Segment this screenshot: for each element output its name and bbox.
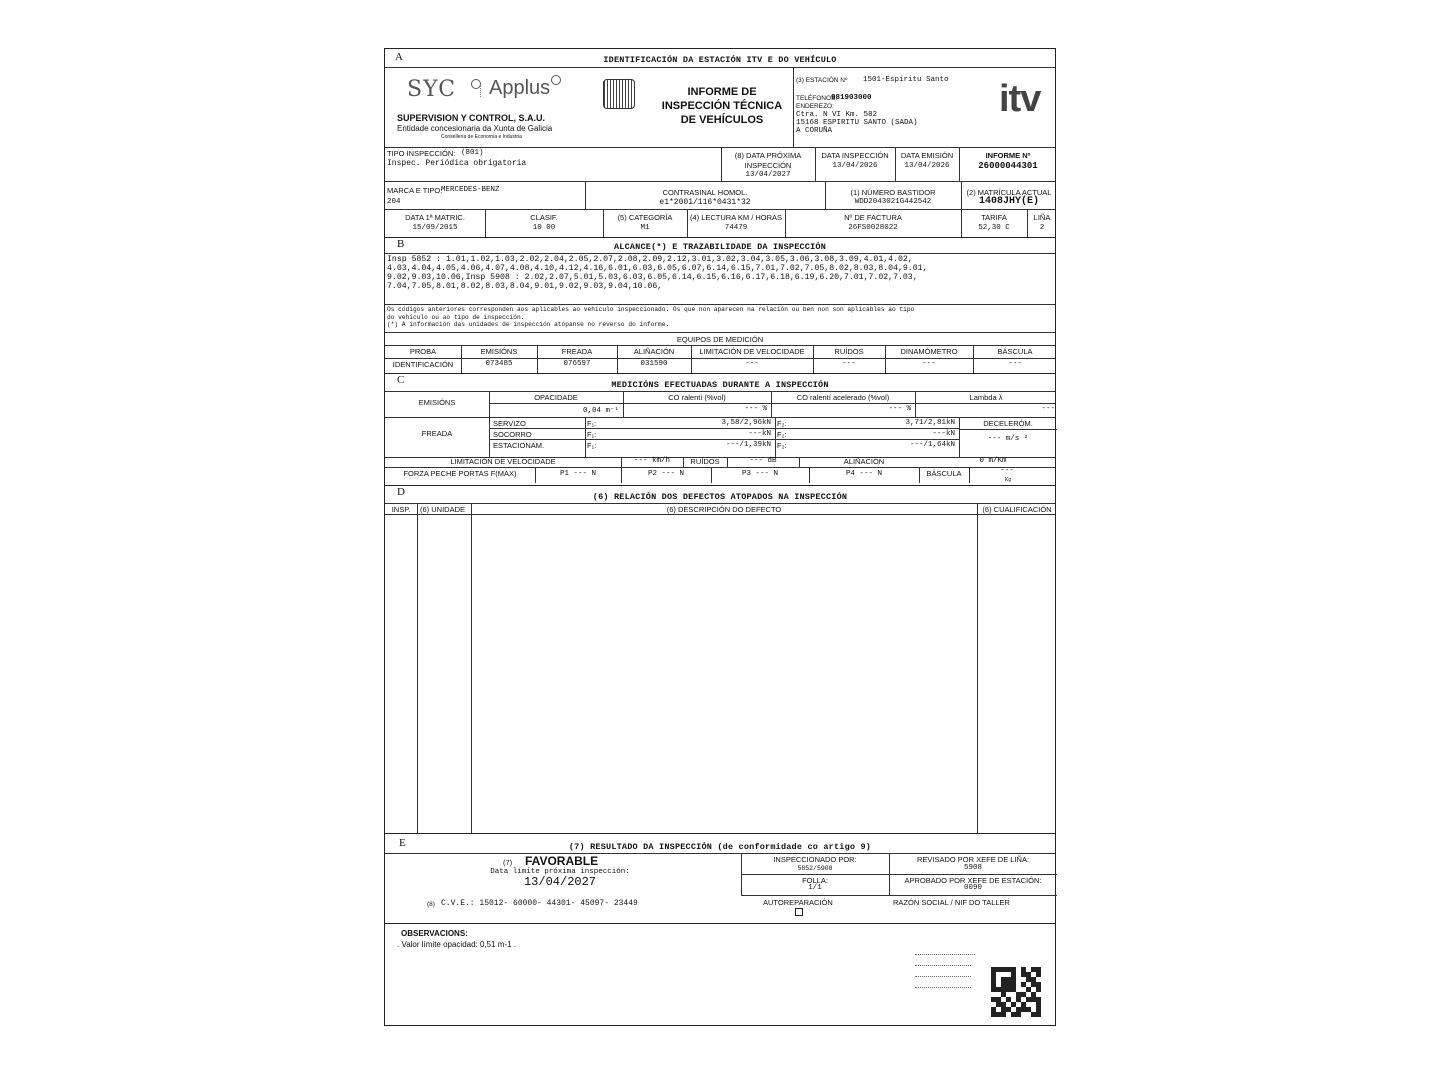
obs-text: . Valor límite opacidad: 0,51 m-1 . [397, 940, 517, 949]
p1-value: P1 --- N [559, 470, 596, 478]
equipos-value: --- [745, 360, 759, 368]
qr-code-icon [991, 967, 1041, 1017]
phones-value: 981903000 [831, 94, 872, 102]
deceler-value: --- m/s ² [987, 435, 1029, 443]
section-d-heading: (6) RELACIÓN DOS DEFECTOS ATOPADOS NA INSPECCIÓN [592, 492, 848, 502]
equipos-col-header: PROBA [409, 347, 437, 356]
lambda-value: --- [1041, 405, 1055, 413]
section-c-heading: MEDICIÓNS EFECTUADAS DURANTE A INSPECCIÓN [611, 380, 829, 390]
informe-label: INFORME Nº [985, 151, 1031, 160]
bascula-label: BÁSCULA [926, 469, 962, 478]
autorep-label: AUTOREPARACIÓN [763, 898, 833, 907]
matricula-value: 1408JHY(E) [978, 196, 1039, 207]
servizo-label: SERVIZO [493, 419, 526, 428]
deceler-label: DECELERÓM. [983, 419, 1033, 428]
data-matric-label: DATA 1ª MATRIC. [405, 213, 465, 222]
aprobado-label: APROBADO POR XEFE DE ESTACIÓN: [904, 876, 1042, 885]
factura-label: Nº DE FACTURA [844, 213, 902, 222]
cve-value: C.V.E.: 15012- 60000- 44301- 45097- 23449 [441, 899, 638, 908]
estacionam-f1-label: F₁: [587, 441, 597, 450]
company-line3: Consellería de Economía e Industria [441, 134, 522, 140]
co-ralenti-label: CO ralentí (%vol) [668, 393, 726, 402]
equipos-value: --- [842, 360, 856, 368]
station-label: (3) ESTACIÓN Nº [796, 77, 848, 84]
limit-date-label: Data límite próxima inspección: [490, 868, 630, 876]
equipos-value: 031590 [640, 360, 668, 368]
data-insp-label: DATA INSPECCIÓN [821, 151, 889, 160]
informe-value: 26000044301 [978, 161, 1038, 171]
inspeccionado-label: INSPECCIONADO POR: [773, 855, 857, 864]
tipo-code: (801) [461, 149, 484, 157]
ruidos-label: RUÍDOS [690, 457, 720, 466]
dotted-line [915, 976, 971, 977]
section-c-letter: C [397, 374, 405, 386]
accreditation-badge-icon [603, 79, 635, 109]
equipos-col-header: RUÍDOS [834, 347, 864, 356]
result-value: FAVORABLE [525, 854, 599, 868]
equipos-value: 073485 [485, 360, 513, 368]
data-matric-value: 15/09/2015 [412, 224, 458, 232]
data-emis-label: DATA EMISIÓN [900, 151, 954, 160]
dotted-line [915, 965, 971, 966]
dotted-line [915, 954, 975, 955]
lina-label: LIÑA [1033, 213, 1051, 222]
co-ralenti-value: --- % [744, 405, 767, 413]
equipos-value: 076597 [563, 360, 591, 368]
bastidor-value: WDD2043021G442542 [854, 198, 932, 206]
forza-label: FORZA PECHE PORTAS F(MAX) [403, 469, 517, 478]
scope-notes: Os códigos anteriores corresponden aos aplicables ao vehículo inspeccionado. Os que non aparecen na relación ou ben non son aplicables ao tipo do vehículo ou ao tipo de inspección. (*) A información das unidades de inspección atópanse no reverso do informe. [387, 306, 915, 328]
servizo-f2-label: F₂: [777, 419, 787, 428]
col-unidade: (6) UNIDADE [420, 505, 466, 514]
limit-value: --- km/h [633, 457, 670, 465]
socorro-f1-label: F₁: [587, 430, 597, 439]
equipos-label: EQUIPOS DE MEDICIÓN [676, 335, 764, 344]
razon-label: RAZÓN SOCIAL / NIF DO TALLER [893, 898, 1010, 907]
applus-logo: Applus [489, 77, 551, 99]
ruidos-value: --- dB [749, 457, 777, 465]
servizo-f1-value: 3,58/2,96kN [721, 419, 771, 427]
freada-label: FREADA [421, 429, 453, 438]
estacionam-f2-label: F₂: [777, 441, 787, 450]
lambda-label: Lambda λ [969, 393, 1003, 402]
socorro-f1-value: ---kN [748, 430, 771, 438]
emisions-label: EMISIÓNS [418, 398, 456, 407]
col-insp: INSP. [391, 505, 411, 514]
station-value: 1501-Espiritu Santo [863, 76, 949, 84]
equipos-col-header: LIMITACIÓN DE VELOCIDADE [699, 347, 805, 356]
folla-value: 1/1 [808, 884, 822, 892]
tipo-desc: Inspec. Periódica obrigatoria [387, 159, 527, 168]
clasif-label: CLASIF. [530, 213, 558, 222]
result-prefix: (7) [503, 858, 513, 867]
dotted-line [915, 987, 971, 988]
station-address: Ctra. N VI Km. 582 15168 ESPIRITU SANTO (SADA) A CORUÑA [796, 111, 918, 135]
marca-value: MERCEDES-BENZ [441, 186, 500, 194]
factura-value: 26FS0028022 [848, 224, 898, 232]
opacidade-value: 0,04 m⁻¹ [582, 407, 619, 415]
proxima-label2: INSPECCIÓN [744, 161, 792, 170]
bascula-value: --- [1000, 467, 1014, 475]
cve-prefix: (8) [427, 901, 435, 908]
equipos-value: --- [1008, 360, 1022, 368]
address-label: ENDEREZO: [796, 103, 834, 110]
servizo-f2-value: 3,71/2,81kN [905, 419, 955, 427]
tipo-vehiculo-value: 204 [387, 198, 401, 206]
bascula-unit: Kg [1005, 477, 1012, 483]
bastidor-label: (1) NÚMERO BASTIDOR [850, 188, 936, 197]
data-insp-value: 13/04/2026 [832, 162, 878, 170]
section-d-letter: D [397, 486, 405, 498]
equipos-col-header: ALIÑACIÓN [633, 347, 675, 356]
logo-divider [480, 83, 481, 97]
inspection-codes: Insp 5852 : 1.01,1.02,1.03,2.02,2.04,2.05,2.07,2.08,2.09,2.12,3.01,3.02,3.04,3.05,3.06,3.08,3.09,4.01,4.02, 4.03,4.04,4.05,4.06,4.07,4.08,4.10,4.12,4.16,6.01,6.03,6.05,6.07,6.14,6.15,7.01,7.02,7.05,8.02,8.03,8.04,9.01, 9.02,9.03,10.06,Insp 5908 : 2.02,2.07,5.01,5.03,6.03,6.05,6.14,6.15,6.16,6.17,6.18,6.19,6.20,7.01,7.02,7.03, 7.04,7.05,8.01,8.02,8.03,8.04,9.01,9.02,9.03,9.04,10.06, [387, 255, 928, 291]
co-acel-label: CO ralentí acelerado (%vol) [796, 393, 890, 402]
tipo-label: TIPO INSPECCIÓN: [387, 149, 456, 158]
limit-date-value: 13/04/2027 [523, 875, 596, 889]
aprobado-value: 0090 [963, 884, 982, 892]
socorro-f2-value: ---kN [932, 430, 955, 438]
col-desc: (6) DESCRIPCIÓN DO DEFECTO [666, 505, 782, 514]
p2-value: P2 --- N [647, 470, 684, 478]
equipos-value: --- [922, 360, 936, 368]
data-emis-value: 13/04/2026 [904, 162, 950, 170]
estacionam-f1-value: ---/1,39kN [725, 441, 771, 449]
matricula-label: (2) MATRÍCULA ACTUAL [966, 188, 1052, 197]
company-line2: Entidade concesionaria da Xunta de Galicia [397, 124, 553, 133]
limit-label: LIMITACIÓN DE VELOCIDADE [450, 457, 556, 466]
proxima-value: 13/04/2027 [745, 171, 791, 179]
p3-value: P3 --- N [741, 470, 778, 478]
section-e-heading: (7) RESULTADO DA INSPECCIÓN (de conformidade co artigo 9) [568, 842, 872, 852]
clasif-value: 10 00 [532, 224, 556, 232]
lectura-value: 74479 [724, 224, 748, 232]
obs-label: OBSERVACIONS: [401, 929, 468, 938]
estacionam-label: ESTACIONAM. [493, 441, 545, 450]
marca-label: MARCA E TIPO: [387, 186, 443, 195]
equipos-col-header: BÁSCULA [997, 347, 1033, 356]
section-b-heading: ALCANCE(*) E TRAZABILIDADE DA INSPECCIÓN [613, 242, 827, 252]
equipos-value: IDENTIFICACIÓN [392, 360, 454, 369]
syc-logo: SYC [407, 77, 457, 102]
section-a-letter: A [395, 51, 403, 63]
autorep-checkbox[interactable] [795, 908, 803, 916]
socorro-f2-label: F₂: [777, 430, 787, 439]
inspeccionado-value: 5852/5908 [797, 865, 833, 872]
section-b-letter: B [397, 238, 405, 250]
inspection-report [384, 48, 1056, 1026]
categoria-value: M1 [640, 224, 650, 232]
equipos-col-header: EMISIÓNS [480, 347, 518, 356]
socorro-label: SOCORRO [493, 430, 532, 439]
col-cualif: (6) CUALIFICACIÓN [982, 505, 1052, 514]
alinacion-label: ALIÑACIÓN [843, 457, 885, 466]
section-a-heading: IDENTIFICACIÓN DA ESTACIÓN ITV E DO VEHÍCULO [603, 55, 837, 65]
document-title: INFORME DE INSPECCIÓN TÉCNICA DE VEHÍCULOS [661, 86, 783, 126]
folla-label: FOLLA: [802, 876, 828, 885]
lectura-label: (4) LECTURA KM / HORAS [689, 213, 783, 222]
company-name: SUPERVISION Y CONTROL, S.A.U. [397, 113, 546, 123]
servizo-f1-label: F₁: [587, 419, 597, 428]
co-acel-value: --- % [888, 405, 911, 413]
opacidade-label: OPACIDADE [534, 393, 578, 402]
section-e-letter: E [399, 837, 406, 849]
p4-value: P4 --- N [845, 470, 882, 478]
alinacion-value: 0 m/Km [979, 457, 1007, 465]
equipos-col-header: DINAMÓMETRO [900, 347, 958, 356]
equipos-col-header: FREADA [561, 347, 593, 356]
lina-value: 2 [1039, 224, 1045, 232]
contrasinal-value: e1*2001/116*0431*32 [659, 198, 751, 207]
contrasinal-label: CONTRASINAL HOMOL. [662, 188, 748, 197]
estacionam-f2-value: ---/1,64kN [909, 441, 955, 449]
categoria-label: (5) CATEGORÍA [617, 213, 673, 222]
revisado-value: 5908 [963, 864, 982, 872]
tarifa-label: TARIFA [981, 213, 1007, 222]
applus-plus-icon [551, 75, 561, 85]
tarifa-value: 52,30 C [978, 224, 1010, 232]
phones-label: TELÉFONOS: [796, 95, 838, 102]
itv-logo: itv [999, 78, 1041, 120]
revisado-label: REVISADO POR XEFE DE LIÑA: [916, 855, 1030, 864]
proxima-label: (8) DATA PRÓXIMA [734, 151, 802, 160]
